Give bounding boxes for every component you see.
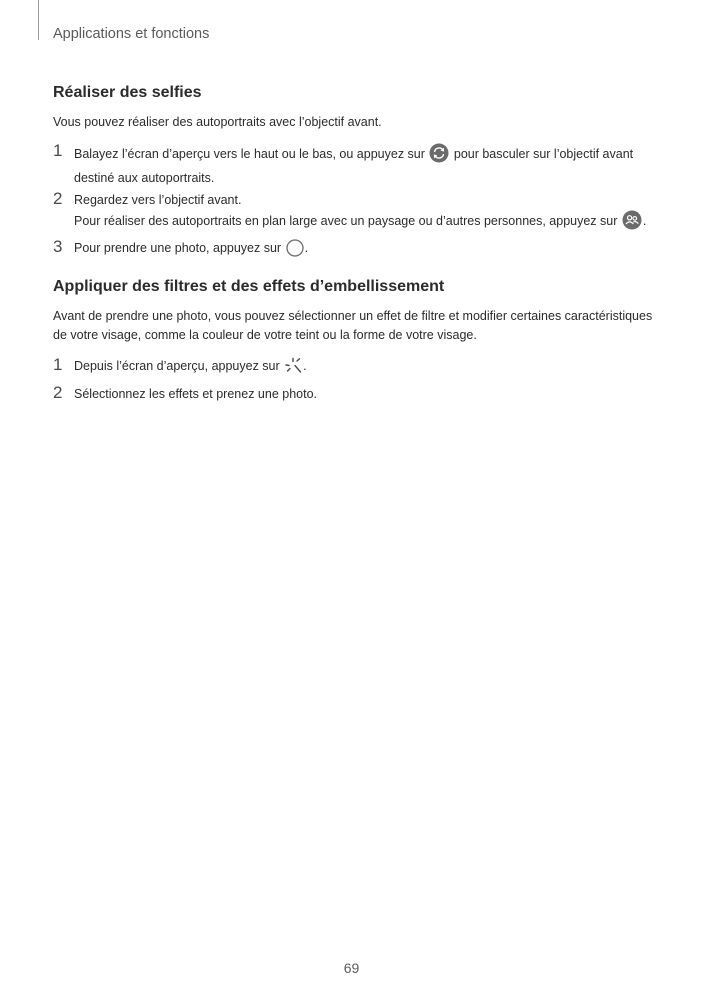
step-text-line2: Pour réaliser des autoportraits en plan large avec un paysage ou d’autres personnes, appuyez sur <box>74 214 621 228</box>
effects-sparkle-icon <box>284 357 302 381</box>
step-number: 2 <box>53 189 63 208</box>
switch-camera-icon <box>429 143 449 169</box>
step-number: 1 <box>53 355 63 374</box>
step-number: 1 <box>53 141 63 160</box>
section-intro-selfies: Vous pouvez réaliser des autoportraits avec l’objectif avant. <box>53 115 382 129</box>
step-text: Pour prendre une photo, appuyez sur <box>74 241 285 255</box>
margin-rule <box>38 0 39 40</box>
chapter-header: Applications et fonctions <box>53 26 210 42</box>
step-text: Depuis l’écran d’aperçu, appuyez sur <box>74 359 284 373</box>
step-text-continued: pour basculer sur l’objectif avant <box>450 147 634 161</box>
step-text: Sélectionnez les effets et prenez une photo. <box>74 387 317 401</box>
shutter-icon <box>286 239 304 263</box>
step-text-end: . <box>642 214 647 228</box>
step-text: Regardez vers l’objectif avant. <box>74 193 242 207</box>
step-number: 3 <box>53 237 63 256</box>
intro-line1: Avant de prendre une photo, vous pouvez sélectionner un effet de filtre et modifier certaines caractéristiques <box>53 309 653 323</box>
intro-line2: de votre visage, comme la couleur de votre teint ou la forme de votre visage. <box>53 328 477 342</box>
step-text-line2: destiné aux autoportraits. <box>74 171 215 185</box>
step-text-end: . <box>303 359 307 373</box>
wide-selfie-icon <box>622 210 642 236</box>
section-title-selfies: Réaliser des selfies <box>53 84 202 101</box>
step-text: Balayez l’écran d’aperçu vers le haut ou le bas, ou appuyez sur <box>74 147 429 161</box>
section-title-filters: Appliquer des filtres et des effets d’embellissement <box>53 278 445 295</box>
page-number: 69 <box>343 960 360 976</box>
step-text-end: . <box>304 241 309 255</box>
step-number: 2 <box>53 383 63 402</box>
section-intro-filters <box>53 307 653 345</box>
